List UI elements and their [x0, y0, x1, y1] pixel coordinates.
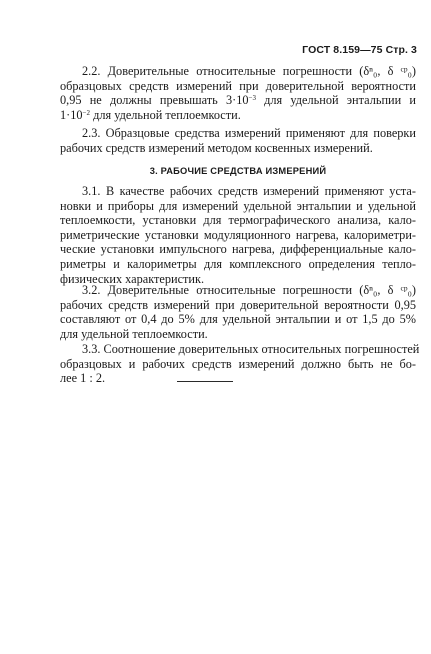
paragraph-line: 3.2. Доверительные относительные погрешности (δⁿ₀, δ ᶜᵖ₀) [82, 283, 416, 297]
paragraph-line: составляют от 0,4 до 5% для удельной энтальпии и от 1,5 до 5% [60, 312, 416, 327]
paragraph-line: рабочих средств измерений методом косвенных измерений. [60, 140, 373, 155]
paragraph-line: 2.3. Образцовые средства измерений применяют для поверки [82, 126, 416, 140]
paragraph-line: 3.3. Соотношение доверительных относительных погрешностей [82, 342, 420, 356]
paragraph-line: для удельной теплоемкости. [60, 326, 208, 341]
paragraph-line: физических характеристик. [60, 271, 205, 286]
paragraph-3-3 [60, 342, 420, 386]
paragraph-line: 3.1. В качестве рабочих средств измерений применяют уста- [82, 184, 416, 198]
section-title: 3. РАБОЧИЕ СРЕДСТВА ИЗМЕРЕНИЙ [149, 166, 327, 176]
paragraph-line: 0,95 не должны превышать $3\cdot 10^{-3}$ для удельной энтальпии и [60, 93, 416, 108]
paragraph-line: 2.2. Доверительные относительные погрешности (δⁿ₀, δ ᶜᵖ₀) [82, 64, 416, 78]
paragraph-line: рабочих средств измерений при доверительной вероятности 0,95 [60, 297, 416, 312]
paragraph-line: теплоемкости, установки для термографического анализа, кало- [60, 213, 416, 228]
end-divider [177, 381, 233, 382]
paragraph-line: риметры и калориметры для комплексного определения тепло- [60, 256, 416, 271]
paragraph-3-2 [60, 283, 416, 341]
paragraph-line: риметрические установки модуляционного нагрева, калориметри- [60, 227, 416, 242]
paragraph-line: лее 1 : 2. [60, 371, 106, 386]
paragraph-2-2 [60, 64, 416, 122]
paragraph-line: образцовых и рабочих средств измерений должно быть не бо- [60, 356, 416, 371]
paragraph-line: новки и приборы для измерений удельной энтальпии и удельной [60, 198, 416, 213]
paragraph-line: ческие установки импульсного нагрева, дифференциальные кало- [60, 242, 416, 257]
paragraph-line: образцовых средств измерений при доверительной вероятности [60, 78, 416, 93]
paragraph-3-1 [60, 184, 416, 286]
running-header: ГОСТ 8.159—75 Стр. 3 [302, 44, 417, 56]
paragraph-line: $1\cdot 10^{-2}$ для удельной теплоемкости. [60, 107, 241, 122]
paragraph-2-3 [60, 126, 416, 155]
